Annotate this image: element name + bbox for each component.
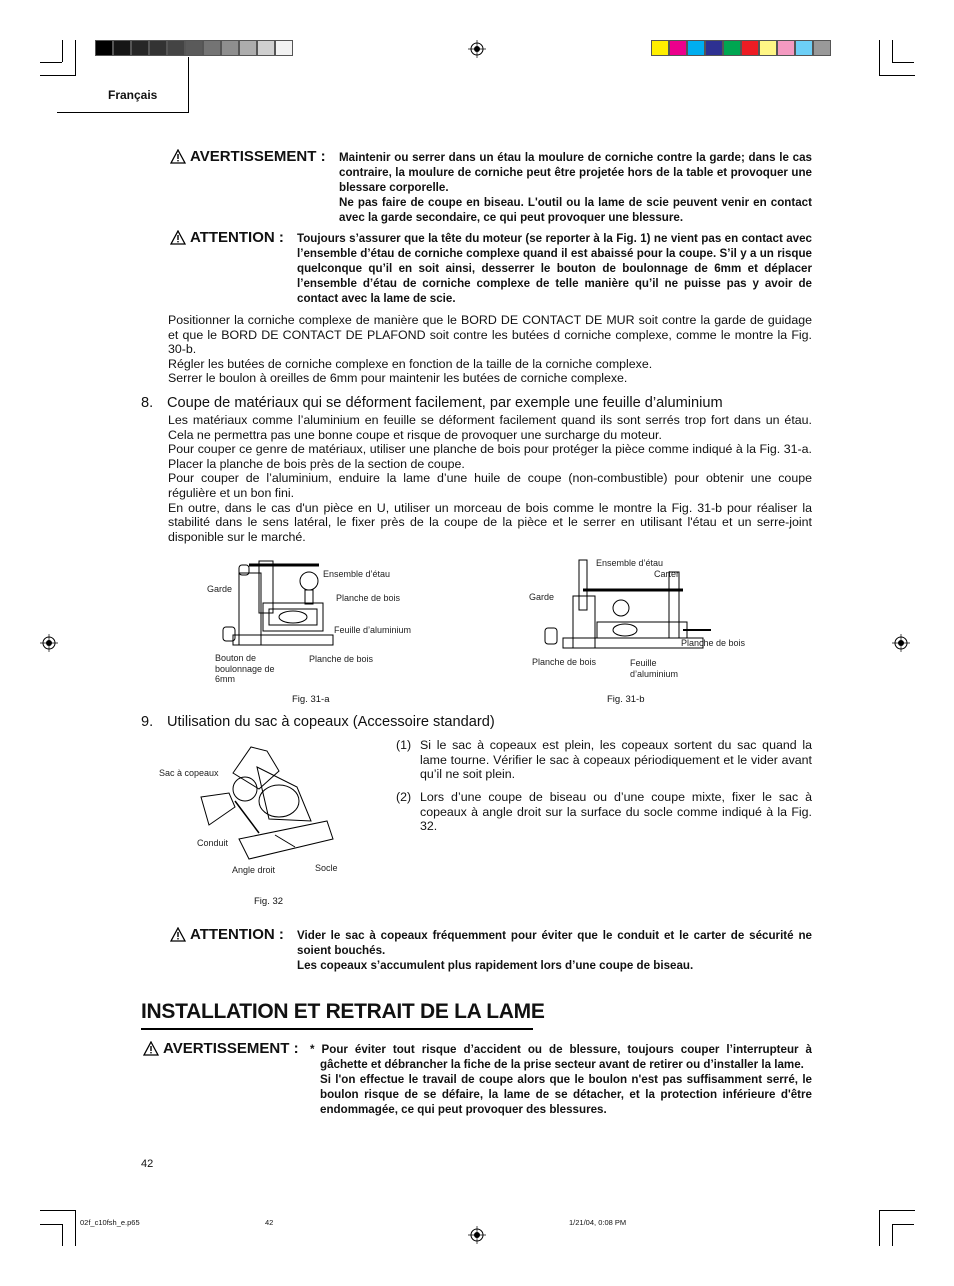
language-label: Français: [108, 88, 158, 102]
fig31a-label-planche1: Planche de bois: [336, 593, 401, 603]
registration-mark-left: [40, 634, 58, 652]
fig32-label-conduit: Conduit: [197, 838, 229, 848]
fig31a-label-ensemble: Ensemble d’étau: [323, 569, 391, 579]
fig31b-feuille-line2: d’aluminium: [630, 668, 679, 679]
warning-text-1a: Maintenir ou serrer dans un étau la moulure de corniche contre la garde; dans le cas contraire, la moulure de corniche peut être projetée hors de la table et provoquer une blessare corporelle.: [339, 151, 812, 194]
fig31a-label-bouton: [215, 653, 275, 685]
item-9-number: 9.: [141, 714, 154, 730]
fig31b-caption: Fig. 31-b: [607, 694, 645, 705]
fig31b-label-feuille: [630, 658, 678, 679]
attention-text-2: [297, 928, 812, 973]
warning-text-2: [310, 1042, 812, 1117]
attention-label-2: [170, 926, 284, 943]
fig31a-bouton-line3: 6mm: [215, 674, 235, 684]
figure-32-drawing: [199, 743, 339, 868]
fig31b-label-ensemble: Ensemble d’étau: [596, 558, 664, 568]
fig31a-caption: Fig. 31-a: [292, 694, 330, 705]
fig31b-label-planche1: Planche de bois: [532, 657, 597, 667]
item-9-sub2: [396, 790, 812, 834]
fig31a-label-planche2: Planche de bois: [309, 654, 374, 664]
warning-triangle-icon: [170, 230, 186, 245]
corniche-p3: Serrer le boulon à oreilles de 6mm pour maintenir les butées de corniche complexe.: [168, 371, 628, 386]
color-swatch: [723, 40, 741, 56]
warning-label-text: AVERTISSEMENT :: [190, 148, 326, 165]
color-swatch: [669, 40, 687, 56]
color-swatch: [741, 40, 759, 56]
item-9-sub2-text: Lors d’une coupe de biseau ou d’une coupe mixte, fixer le sac à copeaux à angle droit sur la surface du socle comme indiqué à la Fig. 32.: [420, 790, 812, 834]
fig31a-bouton-line1: Bouton de: [215, 653, 257, 663]
fig32-label-sac: Sac à copeaux: [159, 768, 219, 778]
item-8-title: Coupe de matériaux qui se déforment facilement, par exemple une feuille d’aluminium: [167, 395, 723, 411]
warning-triangle-icon: [170, 149, 186, 164]
color-swatch: [777, 40, 795, 56]
color-swatch: [795, 40, 813, 56]
item-8-p3: Pour couper de l’aluminium, enduire la lame d’une huile de coupe (non-combustible) pour obtenir une coupe régulière et un bon fini.: [168, 471, 812, 500]
footer-page: 42: [265, 1218, 274, 1227]
warning-label-text-2: AVERTISSEMENT :: [163, 1040, 299, 1057]
item-9-title: Utilisation du sac à copeaux (Accessoire standard): [167, 714, 495, 730]
fig32-label-angle: Angle droit: [232, 865, 276, 875]
registration-mark-right: [892, 634, 910, 652]
fig31b-label-carter: Carter: [654, 569, 680, 579]
attention-text-2a: Vider le sac à copeaux fréquemment pour éviter que le conduit et le carter de sécurité ne soient bouchés.: [297, 929, 812, 957]
warning-label-2: [143, 1040, 299, 1057]
item-8-p2: Pour couper ce genre de matériaux, utiliser une planche de bois pour protéger la pièce comme indiqué à la Fig. 31-a. Placer la planche de bois près de la section de coupe.: [168, 442, 812, 471]
fig31b-label-garde: Garde: [529, 592, 555, 602]
fig31a-label-garde: Garde: [207, 584, 233, 594]
color-swatch: [813, 40, 831, 56]
fig31a-label-feuille: Feuille d’aluminium: [334, 625, 412, 635]
attention-text-2b: Les copeaux s’accumulent plus rapidement lors d’une coupe de biseau.: [297, 959, 694, 972]
corniche-paragraphs: [168, 313, 812, 386]
color-swatch: [705, 40, 723, 56]
item-9-sub1: [396, 738, 812, 782]
section-title: INSTALLATION ET RETRAIT DE LA LAME: [141, 1000, 545, 1023]
language-tab-box: [57, 57, 189, 113]
attention-label-1: [170, 229, 284, 246]
item-9-heading: [141, 713, 741, 731]
color-swatch: [651, 40, 669, 56]
registration-mark-top: [468, 40, 486, 58]
gray-scale-bar: [95, 40, 293, 56]
item-8-heading: [141, 394, 821, 412]
item-9-sub2-number: (2): [396, 790, 412, 804]
fig31a-bouton-line2: boulonnage de: [215, 663, 275, 674]
warning-triangle-icon: [170, 927, 186, 942]
warning-label-1: [170, 148, 326, 165]
fig31b-feuille-line1: Feuille: [630, 658, 657, 668]
gray-swatch: [149, 40, 167, 56]
attention-label-text-2: ATTENTION :: [190, 926, 284, 943]
corniche-p2: Régler les butées de corniche complexe en fonction de la taille de la corniche complexe.: [168, 356, 653, 371]
footer-date: 1/21/04, 0:08 PM: [569, 1218, 627, 1227]
item-9-sub1-number: (1): [396, 738, 412, 752]
warning-text-1b: Ne pas faire de coupe en biseau. L'outil ou la lame de scie peuvent venir en contact avec la garde secondaire, ce qui peut provoquer une blessure.: [339, 196, 812, 224]
item-8-p1: Les matériaux comme l’aluminium en feuille se déforment facilement quand ils sont serrés trop fort dans un étau. Cela ne permettra pas une bonne coupe et risque de provoquer une surcharge du moteur.: [168, 413, 812, 442]
gray-swatch: [185, 40, 203, 56]
registration-mark-bottom: [468, 1226, 486, 1244]
footer-file: 02f_c10fsh_e.p65: [80, 1218, 140, 1227]
fig32-caption: Fig. 32: [254, 896, 284, 907]
color-swatch: [687, 40, 705, 56]
page-number: 42: [141, 1158, 154, 1170]
fig31b-label-planche2: Planche de bois: [681, 638, 746, 648]
warning-text-1: [339, 150, 812, 225]
color-calibration-bar: [651, 40, 831, 56]
corniche-p1: Positionner la corniche complexe de manière que le BORD DE CONTACT DE MUR soit contre la garde de guidage et que le BORD DE CONTACT DE PLAFOND soit contre les butées d corniche complexe, comme le montre la Fig. 30-b.: [168, 313, 812, 357]
gray-swatch: [131, 40, 149, 56]
warning-triangle-icon: [143, 1041, 159, 1056]
gray-swatch: [95, 40, 113, 56]
section-underline: [141, 1028, 533, 1030]
warning-text-2a: * Pour éviter tout risque d’accident ou de blessure, toujours couper l’interrupteur à gâchette et débrancher la fiche de la prise secteur avant de retirer ou d’installer la lame.: [310, 1043, 812, 1071]
item-8-number: 8.: [141, 395, 154, 411]
attention-label-text: ATTENTION :: [190, 229, 284, 246]
fig32-label-socle: Socle: [315, 863, 338, 873]
item-8-p4: En outre, dans le cas d'un pièce en U, utiliser un morceau de bois comme le montre la Fig. 31-b pour réaliser la stabilité dans le sens latéral, le fixer près de la coupe de la pièce et le serrer en utilisant l'étau et un serre-joint disponible sur le marché.: [168, 500, 812, 544]
gray-swatch: [167, 40, 185, 56]
item-9-sub1-text: Si le sac à copeaux est plein, les copeaux sortent du sac quand la lame tourne. Vérifier le sac à copeaux périodiquement et le vider avant qu’il ne soit plein.: [420, 738, 812, 782]
attention-text-1: Toujours s’assurer que la tête du moteur (se reporter à la Fig. 1) ne vient pas en contact avec l’ensemble d’étau de corniche complexe quand il est abaissé pour la coupe. S’il y a un risque quelconque qu’il en soit ainsi, desserrer le bouton de boulonnage de 6mm et déplacer l’ensemble d’étau de corniche complexe de telle manière qu’il ne puisse pas y avoir de contact avec la lame de scie.: [297, 232, 812, 305]
gray-swatch: [239, 40, 257, 56]
warning-text-2b: Si l'on effectue le travail de coupe alors que le boulon n'est pas suffisamment serré, le boulon risque de se défaire, la lame de se détacher, et la protection inférieure d'être endommagée, ce qui peut provoquer des blessures.: [320, 1073, 812, 1116]
figure-31a-drawing: [215, 553, 335, 653]
gray-swatch: [203, 40, 221, 56]
gray-swatch: [257, 40, 275, 56]
color-swatch: [759, 40, 777, 56]
gray-swatch: [113, 40, 131, 56]
item-8-body: [168, 413, 812, 544]
gray-swatch: [275, 40, 293, 56]
gray-swatch: [221, 40, 239, 56]
